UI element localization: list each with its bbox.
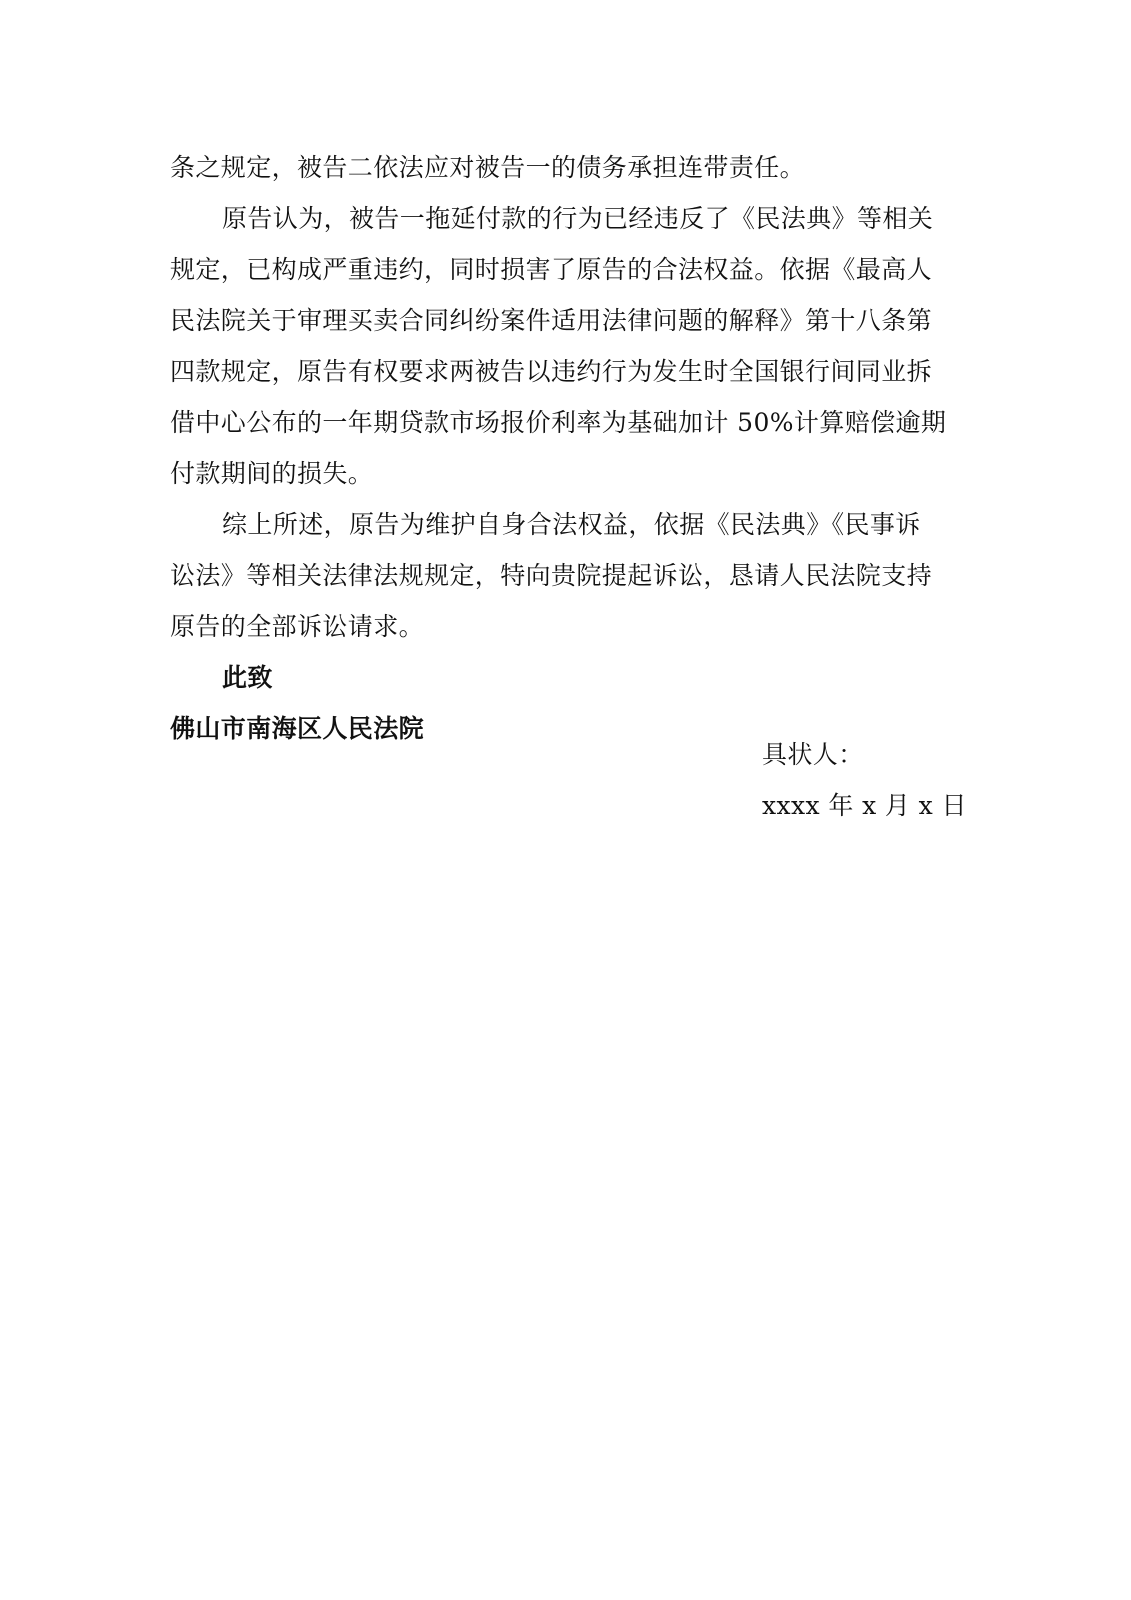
document-body (170, 142, 960, 754)
text-line: 讼法》等相关法律法规规定，特向贵院提起诉讼，恳请人民法院支持 (170, 561, 933, 590)
text-line: 条之规定，被告二依法应对被告一的债务承担连带责任。 (170, 153, 806, 182)
salutation: 此致 (222, 663, 273, 692)
text-line: 四款规定，原告有权要求两被告以违约行为发生时全国银行间同业拆 (170, 357, 933, 386)
text-line: 原告的全部诉讼请求。 (170, 612, 425, 641)
court-name: 佛山市南海区人民法院 (170, 714, 425, 743)
text-line: 付款期间的损失。 (170, 459, 374, 488)
paragraph-breach-claim (170, 193, 960, 499)
text-line: 借中心公布的一年期贷款市场报价利率为基础加计 50%计算赔偿逾期 (170, 408, 947, 437)
paragraph-conclusion (170, 499, 960, 652)
text-line: 综上所述，原告为维护自身合法权益，依据《民法典》《民事诉 (222, 510, 921, 539)
signer-label: 具状人： (762, 740, 864, 769)
text-line: 民法院关于审理买卖合同纠纷案件适用法律问题的解释》第十八条第 (170, 306, 933, 335)
text-line: 原告认为，被告一拖延付款的行为已经违反了《民法典》等相关 (222, 204, 934, 233)
text-line: 规定，已构成严重违约，同时损害了原告的合法权益。依据《最高人 (170, 255, 933, 284)
date-line: xxxx 年 x 月 x 日 (762, 791, 967, 820)
paragraph-liability (170, 142, 960, 193)
